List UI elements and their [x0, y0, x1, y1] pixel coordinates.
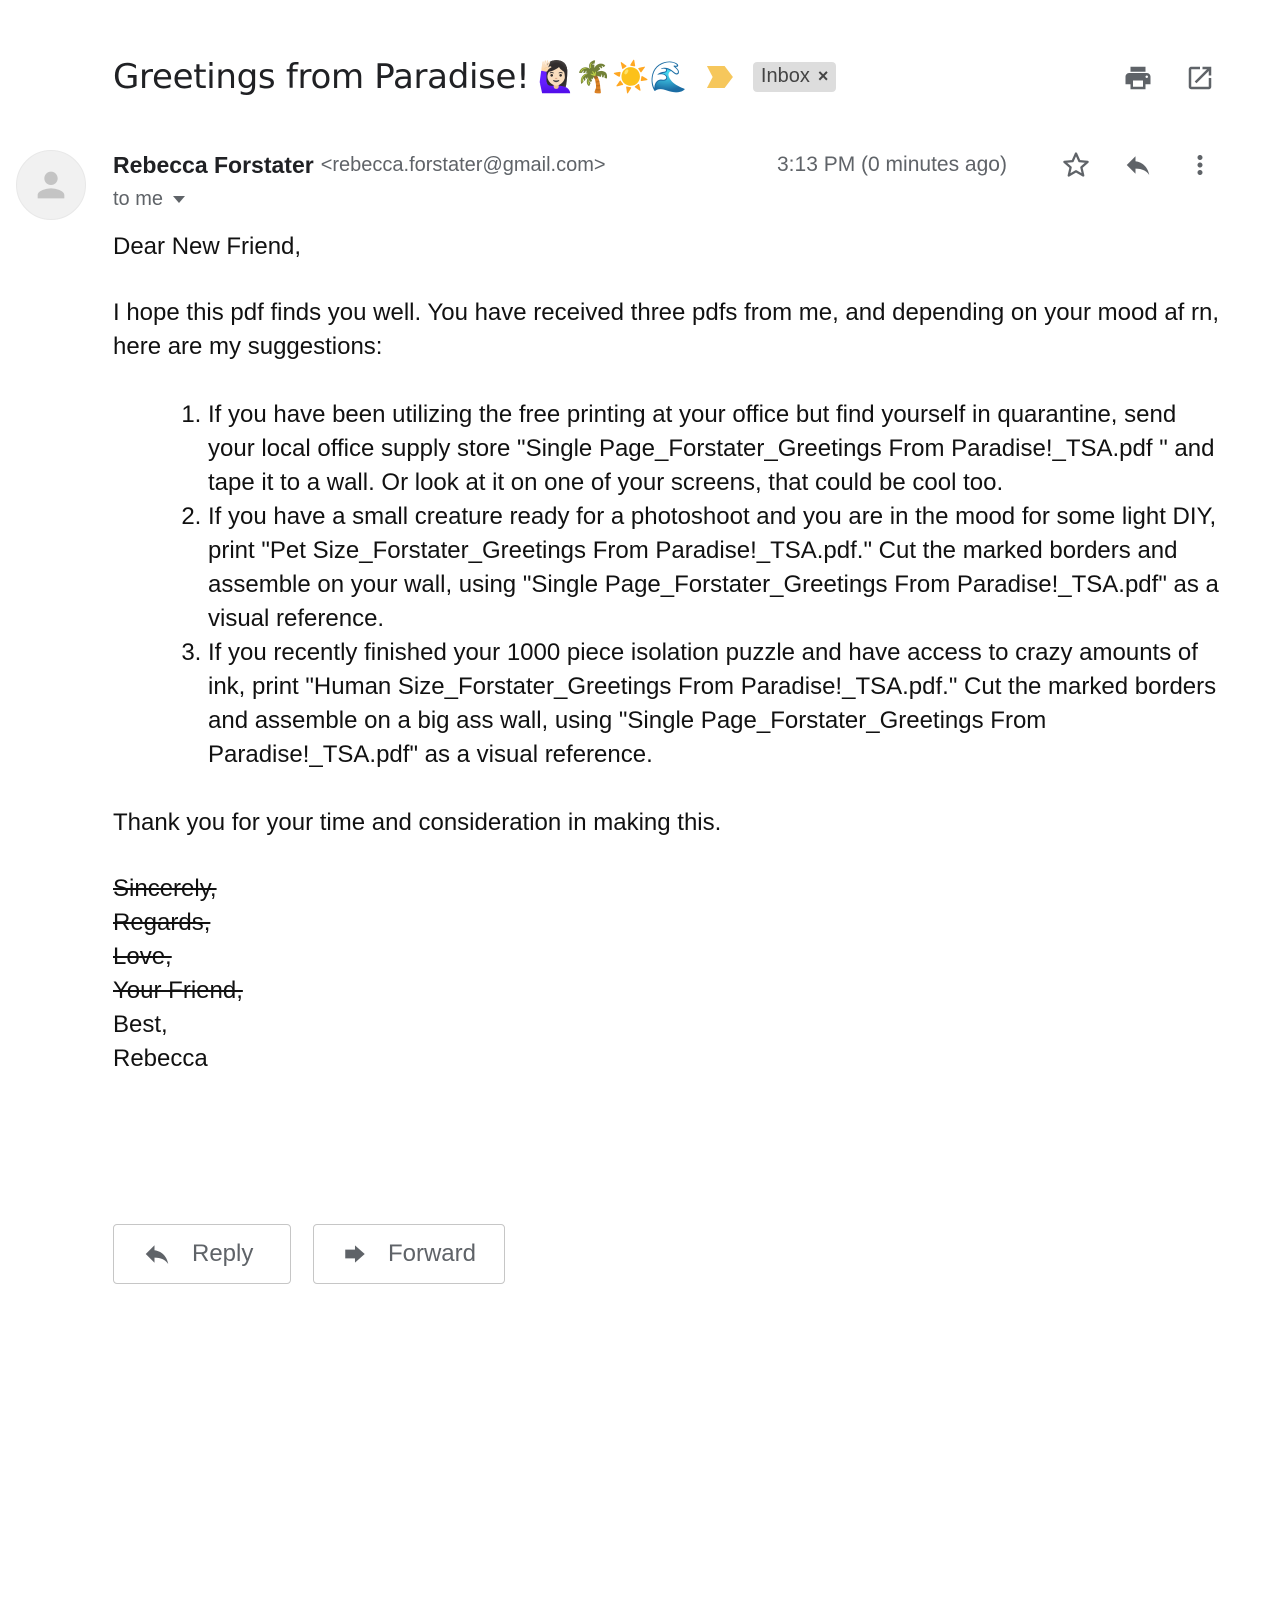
subject-emoji: 🙋🏻‍♀️🌴☀️🌊 [537, 60, 687, 94]
forward-label: Forward [387, 1240, 476, 1267]
more-options-button[interactable] [1180, 145, 1220, 185]
more-vert-icon [1185, 150, 1215, 180]
open-in-new-window-icon [1185, 63, 1215, 93]
subject-row [113, 52, 1220, 102]
message-meta [777, 150, 1220, 180]
reply-label: Reply [192, 1240, 254, 1267]
message-timestamp: 3:13 PM (0 minutes ago) [777, 153, 1007, 176]
recipients-label: to me [113, 188, 164, 210]
thanks-paragraph: Thank you for your time and consideration in making this. [113, 809, 722, 836]
forward-button[interactable] [313, 1224, 505, 1284]
message-body [113, 230, 1223, 1076]
print-icon [1123, 63, 1153, 93]
person-icon [31, 165, 71, 205]
reply-button[interactable] [1118, 145, 1158, 185]
label-chip-inbox[interactable] [753, 62, 836, 92]
print-all-button[interactable] [1118, 58, 1158, 98]
list-item: 2. If you have a small creature ready for a photoshoot and you are in the mood for some light DIY, print "Pet Size_Forstater_Greetings From Paradise!_TSA.pdf." Cut the marked borders and assemble on your wall, using "Single Page_Forstater_Greetings From Paradise!_TSA.pdf" as a visual reference. [208, 500, 1223, 636]
remove-label-icon[interactable]: × [817, 66, 829, 86]
greeting: Dear New Friend, [113, 233, 302, 260]
signature: Rebecca [113, 1045, 208, 1072]
forward-icon [342, 1239, 368, 1269]
intro-paragraph: I hope this pdf finds you well. You have received three pdfs from me, and depending on your mood af rn, here are my suggestions: [113, 299, 1220, 360]
list-item: 3. If you recently finished your 1000 piece isolation puzzle and have access to crazy amounts of ink, print "Human Size_Forstater_Greetings From Paradise!_TSA.pdf." Cut the marked borders and assemble on a big ass wall, using "Single Page_Forstater_Greetings From Paradise!_TSA.pdf" as a visual reference. [208, 636, 1223, 772]
message-actions [1026, 145, 1220, 185]
label-chip-text: Inbox [760, 65, 810, 87]
list-item: 1. If you have been utilizing the free printing at your office but find yourself in quarantine, send your local office supply store "Single Page_Forstater_Greetings From Paradise!_TSA.pdf " and tape it to a wall. Or look at it on one of your screens, that could be cool too. [208, 398, 1223, 500]
star-button[interactable] [1056, 145, 1096, 185]
struck-signoff: Love, [113, 943, 172, 970]
struck-signoff: Sincerely, [113, 875, 217, 902]
suggestions-list [113, 398, 1223, 772]
star-icon [1061, 150, 1091, 180]
sender-avatar[interactable] [16, 150, 86, 220]
sender-email: <rebecca.forstater@gmail.com> [320, 153, 606, 176]
reply-icon [1123, 150, 1153, 180]
struck-signoff: Regards, [113, 909, 211, 936]
reply-forward-bar [113, 1224, 527, 1284]
sender-name[interactable]: Rebecca Forstater [113, 151, 314, 178]
struck-signoff: Your Friend, [113, 977, 243, 1004]
chevron-down-icon [173, 196, 185, 203]
reply-icon [142, 1239, 172, 1269]
open-new-window-button[interactable] [1180, 58, 1220, 98]
signoff: Best, [113, 1011, 168, 1038]
reply-button-bottom[interactable] [113, 1224, 291, 1284]
recipients-toggle[interactable] [113, 188, 185, 211]
email-subject: Greetings from Paradise! [113, 57, 530, 97]
importance-marker-icon[interactable] [707, 66, 733, 88]
thread-actions [1096, 58, 1220, 98]
